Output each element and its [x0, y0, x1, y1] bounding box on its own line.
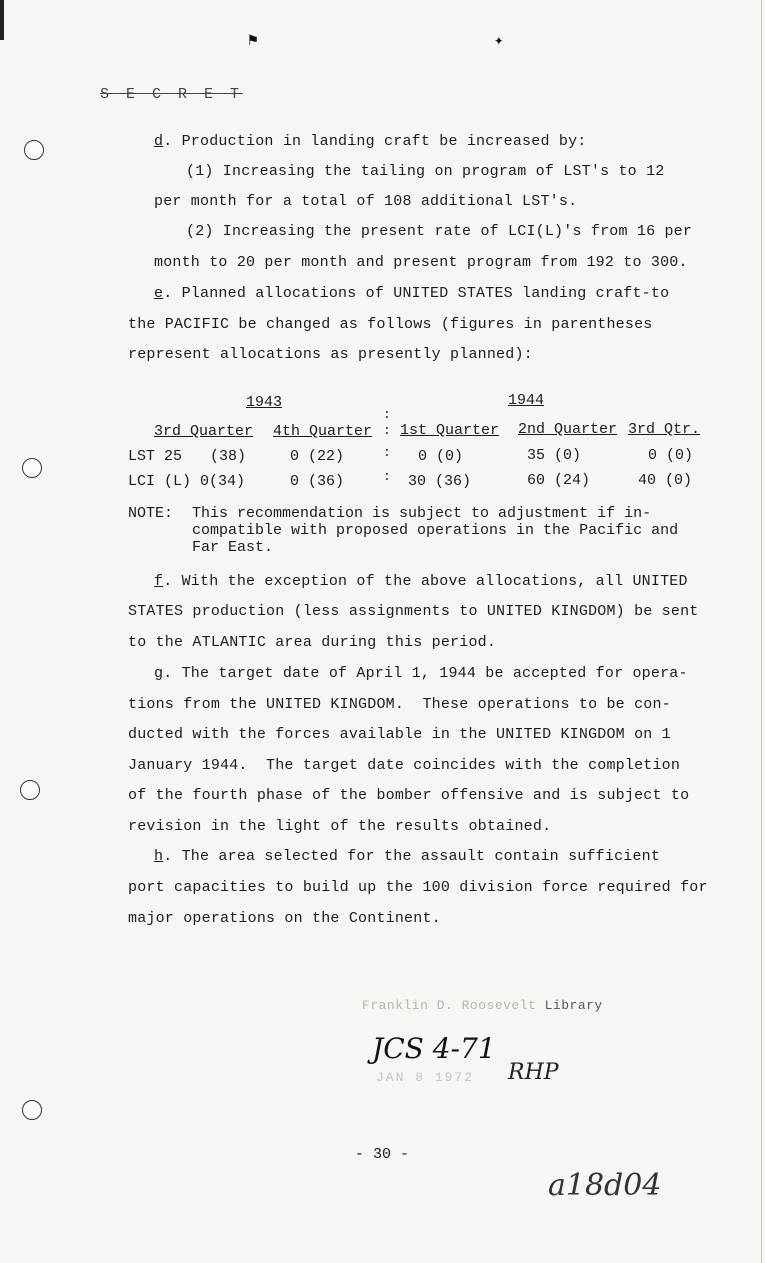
column-header: 2nd Quarter — [518, 421, 618, 438]
punch-hole — [22, 458, 42, 478]
column-header: 3rd Quarter — [154, 423, 254, 440]
note-line: This recommendation is subject to adjustment if in- — [192, 505, 652, 522]
scan-edge-line — [761, 0, 762, 1263]
scan-edge-mark — [0, 0, 4, 40]
handwritten-reference: JCS 4-71 — [372, 1032, 496, 1065]
table-cell: 0 (0) — [648, 447, 694, 464]
table-cell: (38) — [210, 448, 247, 465]
note-line: Far East. — [192, 539, 274, 556]
note-line: compatible with proposed operations in the Pacific and — [192, 522, 679, 539]
table-cell: 30 (36) — [408, 473, 472, 490]
table-cell: 0 (22) — [290, 448, 345, 465]
paragraph-h-line: port capacities to build up the 100 division force required for — [128, 879, 708, 896]
table-cell: 40 (0) — [638, 472, 693, 489]
paragraph-g-line: January 1944. The target date coincides with the completion — [128, 757, 681, 774]
paragraph-g-line: of the fourth phase of the bomber offensive and is subject to — [128, 787, 690, 804]
ink-blot-mark: ✦ — [494, 32, 504, 50]
table-divider: : — [383, 407, 391, 422]
library-stamp: Franklin D. Roosevelt Library — [362, 998, 603, 1013]
table-divider: : — [383, 445, 391, 460]
paragraph-d1-line: per month for a total of 108 additional LST's. — [154, 193, 578, 210]
table-divider: : — [383, 423, 391, 438]
column-header: 1st Quarter — [400, 422, 500, 439]
paragraph-g-line: ducted with the forces available in the UNITED KINGDOM on 1 — [128, 726, 671, 743]
ink-blot-mark: ⚑ — [248, 32, 258, 50]
paragraph-f-line: to the ATLANTIC area during this period. — [128, 634, 497, 651]
table-divider: : — [383, 469, 391, 484]
paragraph-h-line: h. The area selected for the assault contain sufficient — [154, 848, 661, 865]
paragraph-d-intro: d. Production in landing craft be increased by: — [154, 133, 587, 150]
paragraph-f-line: STATES production (less assignments to UNITED KINGDOM) be sent — [128, 603, 699, 620]
paragraph-d2-line: month to 20 per month and present program from 192 to 300. — [154, 254, 688, 271]
paragraph-f-line: f. With the exception of the above allocations, all UNITED — [154, 573, 688, 590]
punch-hole — [24, 140, 44, 160]
archive-number: a18d04 — [548, 1168, 662, 1203]
column-header: 3rd Qtr. — [628, 421, 701, 438]
paragraph-g-line: tions from the UNITED KINGDOM. These operations to be con- — [128, 696, 671, 713]
paragraph-g-line: revision in the light of the results obtained. — [128, 818, 552, 835]
table-row-label: LCI (L) 0(34) — [128, 473, 246, 490]
paragraph-h-line: major operations on the Continent. — [128, 910, 441, 927]
paragraph-e-line: the PACIFIC be changed as follows (figures in parentheses — [128, 316, 653, 333]
punch-hole — [20, 780, 40, 800]
table-cell: 60 (24) — [527, 472, 591, 489]
classification-marking: S E C R E T — [100, 86, 244, 103]
handwritten-initials: RHP — [508, 1060, 559, 1085]
table-cell: 35 (0) — [527, 447, 582, 464]
table-cell: 0 (0) — [418, 448, 464, 465]
note-label: NOTE: — [128, 505, 174, 522]
paragraph-e-line: represent allocations as presently planned): — [128, 346, 533, 363]
table-row-label: LST 25 — [128, 448, 183, 465]
paragraph-d1-line: (1) Increasing the tailing on program of LST's to 12 — [186, 163, 665, 180]
page-number: - 30 - — [355, 1146, 410, 1163]
paragraph-e-line: e. Planned allocations of UNITED STATES landing craft-to — [154, 285, 670, 302]
table-year-1944: 1944 — [508, 392, 545, 409]
table-year-1943: 1943 — [246, 394, 283, 411]
column-header: 4th Quarter — [273, 423, 373, 440]
date-stamp: JAN 8 1972 — [376, 1070, 475, 1085]
table-cell: 0 (36) — [290, 473, 345, 490]
punch-hole — [22, 1100, 42, 1120]
paragraph-g-line: g. The target date of April 1, 1944 be accepted for opera- — [154, 665, 688, 682]
paragraph-d2-line: (2) Increasing the present rate of LCI(L)'s from 16 per — [186, 223, 693, 240]
